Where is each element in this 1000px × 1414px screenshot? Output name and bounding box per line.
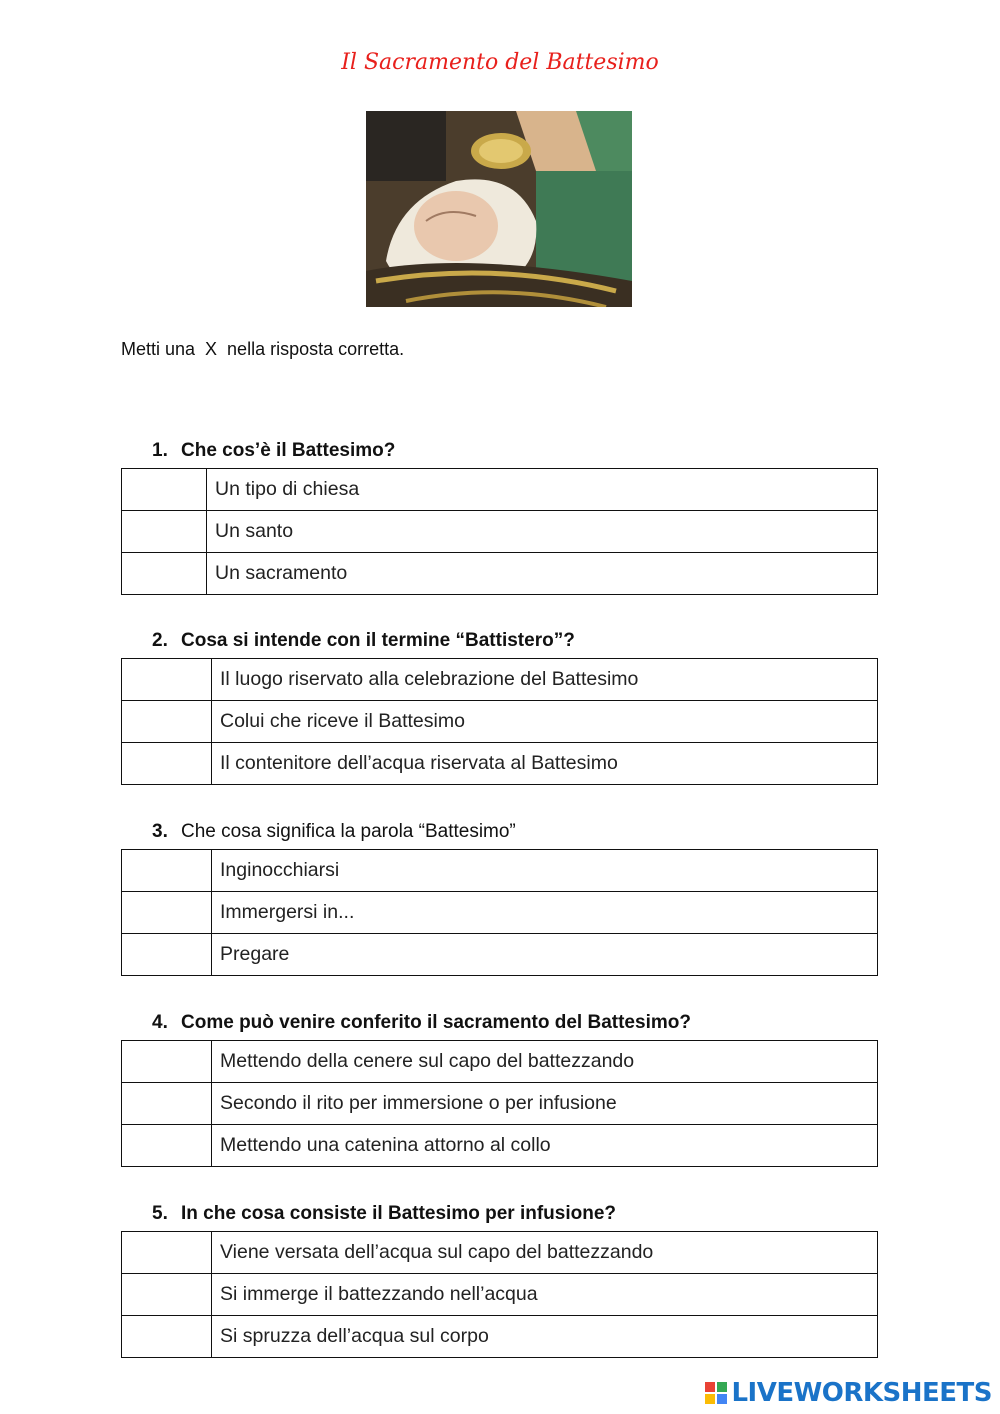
answer-row [122,1232,878,1274]
question-text: Che cos’è il Battesimo? [181,440,396,461]
answer-row [122,553,878,595]
answer-option: Inginocchiarsi [212,850,878,892]
answer-option: Mettendo della cenere sul capo del battezzando [212,1041,878,1083]
question-text: Che cosa significa la parola “Battesimo” [181,821,516,842]
answer-option: Immergersi in... [212,892,878,934]
answer-row [122,1274,878,1316]
answer-table [121,1040,878,1167]
question-number: 1. [152,440,168,461]
answer-row [122,1083,878,1125]
question-heading [152,1012,878,1034]
answer-option: Pregare [212,934,878,976]
answer-row [122,850,878,892]
logo-wordmark: LIVEWORKSHEETS [731,1378,992,1408]
answer-row [122,892,878,934]
question-1 [121,440,878,595]
answer-option: Mettendo una catenina attorno al collo [212,1125,878,1167]
answer-option: Il luogo riservato alla celebrazione del Battesimo [212,659,878,701]
answer-table [121,1231,878,1358]
answer-checkbox[interactable] [122,701,212,743]
answer-checkbox[interactable] [122,469,207,511]
baptism-illustration [366,111,632,307]
question-5 [121,1203,878,1358]
answer-row [122,1316,878,1358]
question-heading [152,440,878,462]
question-number: 4. [152,1012,168,1033]
answer-table [121,849,878,976]
answer-row [122,1041,878,1083]
answer-checkbox[interactable] [122,511,207,553]
answer-row [122,743,878,785]
question-heading [152,1203,878,1225]
worksheet-title: Il Sacramento del Battesimo [341,50,659,75]
answer-table [121,468,878,595]
liveworksheets-logo[interactable] [705,1378,992,1408]
answer-checkbox[interactable] [122,553,207,595]
question-heading [152,821,878,843]
answer-checkbox[interactable] [122,743,212,785]
answer-option: Viene versata dell’acqua sul capo del battezzando [212,1232,878,1274]
answer-row [122,469,878,511]
answer-option: Un tipo di chiesa [207,469,878,511]
question-4 [121,1012,878,1167]
answer-row [122,701,878,743]
answer-option: Si immerge il battezzando nell’acqua [212,1274,878,1316]
question-3 [121,821,878,976]
answer-checkbox[interactable] [122,850,212,892]
answer-option: Secondo il rito per immersione o per infusione [212,1083,878,1125]
answer-option: Si spruzza dell’acqua sul corpo [212,1316,878,1358]
answer-option: Un santo [207,511,878,553]
answer-checkbox[interactable] [122,659,212,701]
answer-option: Colui che riceve il Battesimo [212,701,878,743]
answer-row [122,659,878,701]
question-text: Cosa si intende con il termine “Battistero”? [181,630,575,651]
answer-checkbox[interactable] [122,1083,212,1125]
logo-grid-icon [705,1382,727,1404]
answer-checkbox[interactable] [122,1316,212,1358]
question-2 [121,630,878,785]
question-number: 2. [152,630,168,651]
instruction-text: Metti una X nella risposta corretta. [121,339,405,359]
answer-table [121,658,878,785]
answer-checkbox[interactable] [122,1041,212,1083]
question-text: Come può venire conferito il sacramento del Battesimo? [181,1012,691,1033]
baptism-photo [366,111,632,307]
answer-checkbox[interactable] [122,934,212,976]
answer-checkbox[interactable] [122,1232,212,1274]
question-number: 3. [152,821,168,842]
answer-checkbox[interactable] [122,1274,212,1316]
question-heading [152,630,878,652]
answer-row [122,934,878,976]
answer-row [122,1125,878,1167]
answer-option: Un sacramento [207,553,878,595]
answer-row [122,511,878,553]
answer-checkbox[interactable] [122,1125,212,1167]
question-text: In che cosa consiste il Battesimo per infusione? [181,1203,616,1224]
question-number: 5. [152,1203,168,1224]
answer-checkbox[interactable] [122,892,212,934]
answer-option: Il contenitore dell’acqua riservata al Battesimo [212,743,878,785]
